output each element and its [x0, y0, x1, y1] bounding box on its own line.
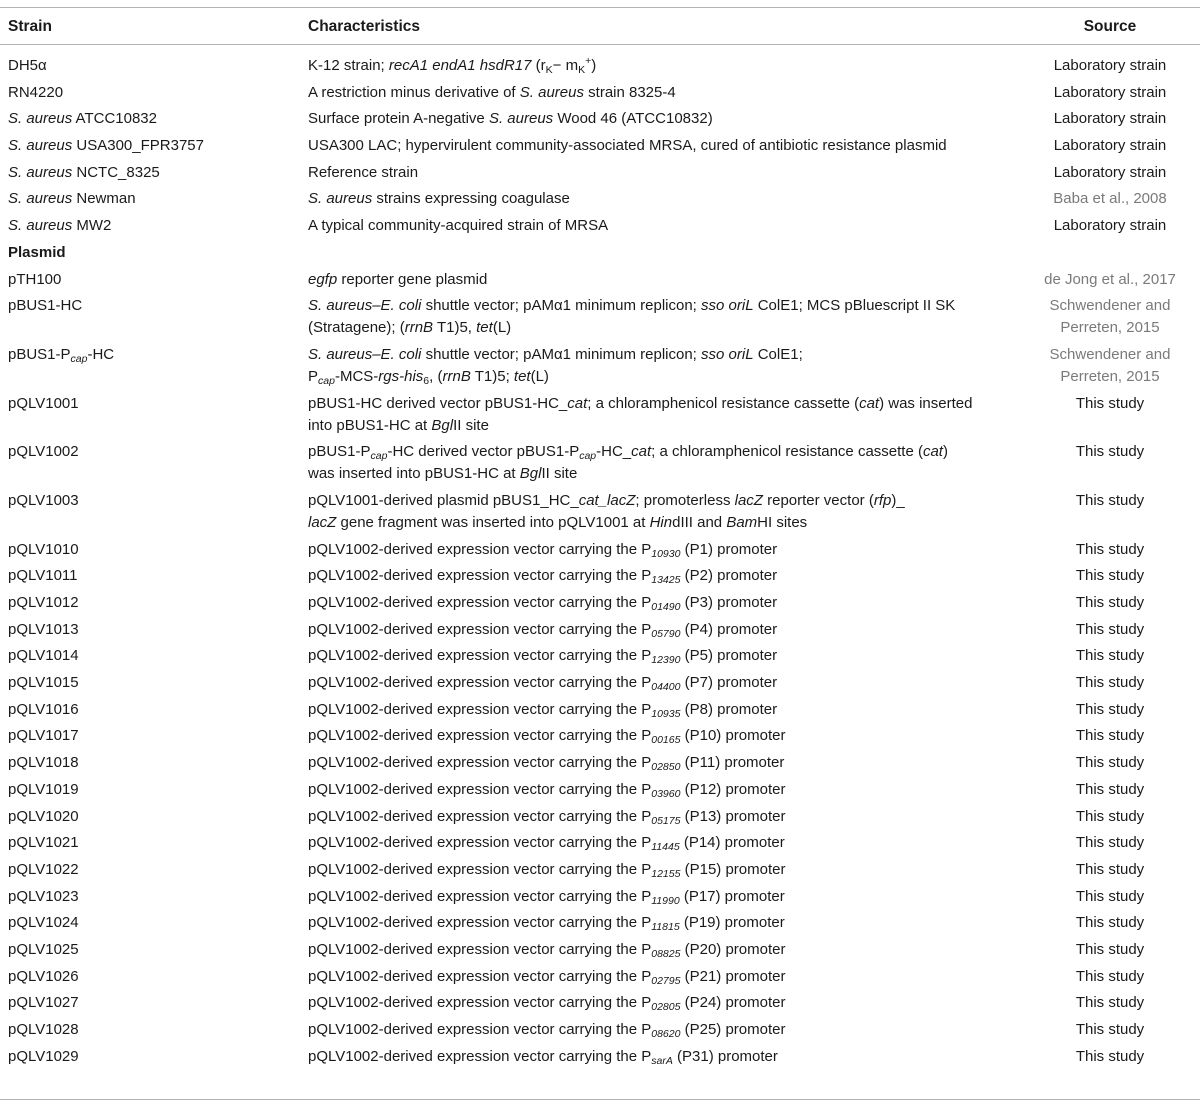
section-row: [0, 242, 1200, 264]
table-row: [0, 490, 1200, 534]
table-row: [0, 188, 1200, 210]
strain-cell: pQLV1002: [8, 443, 79, 461]
strain-cell: RN4220: [8, 83, 64, 101]
characteristics-cell: pQLV1002-derived expression vector carrying the $P_{03960}$ (P12) promoter: [308, 780, 786, 800]
source-cell: Laboratory strain: [1053, 163, 1167, 181]
table-row: [0, 992, 1200, 1014]
characteristics-cell: pQLV1002-derived expression vector carrying the $P_{12390}$ (P5) promoter: [308, 647, 778, 667]
strain-cell: S. aureus ATCC10832: [8, 110, 157, 128]
characteristics-cell: pQLV1002-derived expression vector carrying the $P_{02850}$ (P11) promoter: [308, 754, 785, 774]
characteristics-cell: pQLV1002-derived expression vector carrying the $P_{11990}$ (P17) promoter: [308, 887, 785, 907]
source-cell: This study: [1075, 443, 1145, 461]
strain-cell: S. aureus USA300_FPR3757: [8, 137, 204, 155]
source-cell: This study: [1075, 491, 1145, 509]
source-cell: This study: [1075, 1047, 1145, 1065]
source-cell: This study: [1075, 914, 1145, 932]
characteristics-cell: pQLV1002-derived expression vector carrying the $P_{05790}$ (P4) promoter: [308, 620, 778, 640]
source-cell: This study: [1075, 727, 1145, 745]
table-row: [0, 645, 1200, 667]
strain-cell: pBUS1-HC: [8, 297, 83, 315]
source-cell: This study: [1075, 940, 1145, 958]
strain-cell: pQLV1023: [8, 887, 79, 905]
table-row: [0, 55, 1200, 77]
strain-cell: S. aureus NCTC_8325: [8, 163, 160, 181]
characteristics-cell: S. aureus strains expressing coagulase: [308, 190, 570, 208]
characteristics-cell: pQLV1002-derived expression vector carrying the $P_{00165}$ (P10) promoter: [308, 727, 786, 747]
table-row: [0, 806, 1200, 828]
table-row: [0, 859, 1200, 881]
strain-cell: pQLV1017: [8, 727, 79, 745]
table-row: [0, 441, 1200, 485]
strain-cell: pQLV1027: [8, 994, 79, 1012]
strain-cell: pQLV1019: [8, 780, 79, 798]
table-row: [0, 832, 1200, 854]
table-row: [0, 886, 1200, 908]
source-cell: This study: [1075, 994, 1145, 1012]
characteristics-cell: A restriction minus derivative of S. aureus strain 8325-4: [308, 83, 676, 101]
table-row: [0, 619, 1200, 641]
characteristics-cell: pQLV1002-derived expression vector carrying the $P_{10930}$ (P1) promoter: [308, 540, 778, 560]
strain-cell: pQLV1010: [8, 540, 79, 558]
table-row: [0, 344, 1200, 388]
source-cell: This study: [1075, 647, 1145, 665]
strain-cell: pQLV1029: [8, 1047, 79, 1065]
source-cell: Laboratory strain: [1053, 110, 1167, 128]
column-header-strain: Strain: [8, 18, 52, 35]
table-row: [0, 162, 1200, 184]
strain-cell: pQLV1025: [8, 940, 79, 958]
strain-cell: pQLV1016: [8, 700, 79, 718]
strain-cell: S. aureus MW2: [8, 217, 112, 235]
source-cell: This study: [1075, 807, 1145, 825]
strain-cell: pQLV1024: [8, 914, 79, 932]
source-cell: This study: [1075, 754, 1145, 772]
table-row: [0, 565, 1200, 587]
column-header-source: Source: [1083, 18, 1137, 35]
characteristics-cell: S. aureus–E. coli shuttle vector; pAMα1 minimum replicon; sso oriL ColE1; MCS pBluescript II SK (Stratagene); (rrnB T1)5, tet(L): [308, 297, 956, 337]
source-cell: This study: [1075, 967, 1145, 985]
source-cell: This study: [1075, 887, 1145, 905]
strain-cell: S. aureus Newman: [8, 190, 136, 208]
source-cell: This study: [1075, 394, 1145, 412]
table-row: [0, 966, 1200, 988]
characteristics-cell: pQLV1002-derived expression vector carrying the $P_{04400}$ (P7) promoter: [308, 674, 778, 694]
source-cell: This study: [1075, 620, 1145, 638]
strain-cell: pQLV1011: [8, 567, 78, 585]
strain-cell: $pBUS1-P_{cap}-HC$: [8, 345, 115, 365]
characteristics-cell: pQLV1002-derived expression vector carrying the $P_{01490}$ (P3) promoter: [308, 594, 778, 613]
characteristics-cell: pQLV1002-derived expression vector carrying the $P_{08620}$ (P25) promoter: [308, 1021, 786, 1040]
characteristics-cell: pQLV1002-derived expression vector carrying the $P_{08825}$ (P20) promoter: [308, 940, 786, 960]
source-citation[interactable]: Schwendener and Perreten, 2015: [1049, 297, 1171, 337]
table-row: [0, 1046, 1200, 1068]
characteristics-cell: pQLV1002-derived expression vector carrying the $P_{sarA}$ (P31) promoter: [308, 1047, 778, 1067]
source-cell: Laboratory strain: [1053, 137, 1167, 155]
strain-cell: pQLV1018: [8, 754, 79, 772]
characteristics-cell: K-12 strain; recA1 endA1 hsdR17 $(r_K- m_K^+)$: [308, 55, 597, 76]
source-cell: This study: [1075, 834, 1145, 852]
strain-cell: pQLV1026: [8, 967, 79, 985]
table-row: [0, 1019, 1200, 1041]
column-header-characteristics: Characteristics: [308, 18, 421, 35]
source-citation[interactable]: de Jong et al., 2017: [1044, 270, 1176, 288]
characteristics-cell: pQLV1002-derived expression vector carrying the $P_{02795}$ (P21) promoter: [308, 967, 786, 987]
table-bottom-rule: [0, 1099, 1200, 1100]
characteristics-cell: S. aureus–E. coli shuttle vector; pAMα1 minimum replicon; sso oriL ColE1; $P_{cap}-MCS-rgs-his_6$, (rrnB T1)5; tet(L): [308, 345, 803, 387]
table-row: [0, 699, 1200, 721]
source-cell: This study: [1075, 1021, 1145, 1038]
strain-cell: pQLV1020: [8, 807, 79, 825]
characteristics-cell: Reference strain: [308, 163, 419, 181]
characteristics-cell: $pBUS1-P_{cap}-HC$ derived vector $pBUS1-P_{cap}-HC\_cat$; a chloramphenicol resistance cassette (cat) was inserted into pBUS1-HC at BglII site: [308, 443, 948, 483]
table-row: [0, 215, 1200, 237]
source-cell: This study: [1075, 594, 1145, 611]
section-label: Plasmid: [8, 243, 66, 261]
header-rule: [0, 44, 1200, 45]
source-cell: This study: [1075, 674, 1145, 692]
source-cell: This study: [1075, 780, 1145, 798]
strain-cell: pQLV1022: [8, 860, 79, 878]
strain-cell: pQLV1021: [8, 834, 79, 852]
table-row: [0, 939, 1200, 961]
characteristics-cell: [308, 242, 973, 264]
table-row: [0, 82, 1200, 104]
source-cell: This study: [1075, 700, 1145, 718]
table-row: [0, 779, 1200, 801]
table-row: [0, 752, 1200, 774]
source-cell: Laboratory strain: [1053, 57, 1167, 74]
characteristics-cell: pBUS1-HC derived vector pBUS1-HC_cat; a chloramphenicol resistance cassette (cat) was inserted into pBUS1-HC at BglII site: [308, 394, 973, 434]
table-row: [0, 592, 1200, 614]
source-citation[interactable]: Baba et al., 2008: [1053, 190, 1167, 208]
characteristics-cell: pQLV1002-derived expression vector carrying the $P_{11815}$ (P19) promoter: [308, 914, 785, 934]
characteristics-cell: pQLV1001-derived plasmid pBUS1_HC_cat_lacZ; promoterless lacZ reporter vector (rfp)_ lacZ gene fragment was inserted into pQLV1001 at HindIII and BamHI sites: [308, 491, 905, 531]
strain-cell: pQLV1012: [8, 594, 79, 611]
characteristics-cell: USA300 LAC; hypervirulent community-associated MRSA, cured of antibiotic resistance plasmid: [308, 137, 947, 155]
source-cell: This study: [1075, 860, 1145, 878]
source-cell: This study: [1075, 540, 1145, 558]
table-row: [0, 295, 1200, 339]
strain-cell: pQLV1003: [8, 491, 79, 509]
characteristics-cell: pQLV1002-derived expression vector carrying the $P_{12155}$ (P15) promoter: [308, 860, 786, 880]
strain-cell: pQLV1015: [8, 674, 79, 692]
table-row: [0, 269, 1200, 291]
source-cell: Laboratory strain: [1053, 83, 1167, 101]
characteristics-cell: pQLV1002-derived expression vector carrying the $P_{11445}$ (P14) promoter: [308, 834, 785, 854]
table-row: [0, 725, 1200, 747]
source-citation[interactable]: Schwendener and Perreten, 2015: [1049, 345, 1171, 385]
characteristics-cell: pQLV1002-derived expression vector carrying the $P_{10935}$ (P8) promoter: [308, 700, 778, 720]
strain-cell: DH5α: [8, 57, 47, 74]
strain-cell: pTH100: [8, 270, 62, 288]
characteristics-cell: pQLV1002-derived expression vector carrying the $P_{02805}$ (P24) promoter: [308, 994, 786, 1014]
table-row: [0, 135, 1200, 157]
strain-cell: pQLV1001: [8, 394, 79, 412]
table-row: [0, 672, 1200, 694]
source-cell: This study: [1075, 567, 1145, 585]
table-row: [0, 912, 1200, 934]
characteristics-cell: egfp reporter gene plasmid: [308, 270, 488, 288]
strain-cell: pQLV1028: [8, 1021, 79, 1038]
table-row: [0, 539, 1200, 561]
strain-cell: pQLV1014: [8, 647, 79, 665]
characteristics-cell: A typical community-acquired strain of MRSA: [308, 217, 609, 235]
strain-cell: pQLV1013: [8, 620, 79, 638]
table-row: [0, 108, 1200, 130]
characteristics-cell: pQLV1002-derived expression vector carrying the $P_{05175}$ (P13) promoter: [308, 807, 786, 827]
table-body: [0, 55, 1200, 1072]
table-top-rule: [0, 7, 1200, 8]
characteristics-cell: Surface protein A-negative S. aureus Wood 46 (ATCC10832): [308, 110, 713, 128]
characteristics-cell: pQLV1002-derived expression vector carrying the $P_{13425}$ (P2) promoter: [308, 567, 778, 587]
source-cell: Laboratory strain: [1053, 217, 1167, 235]
table-row: [0, 393, 1200, 437]
